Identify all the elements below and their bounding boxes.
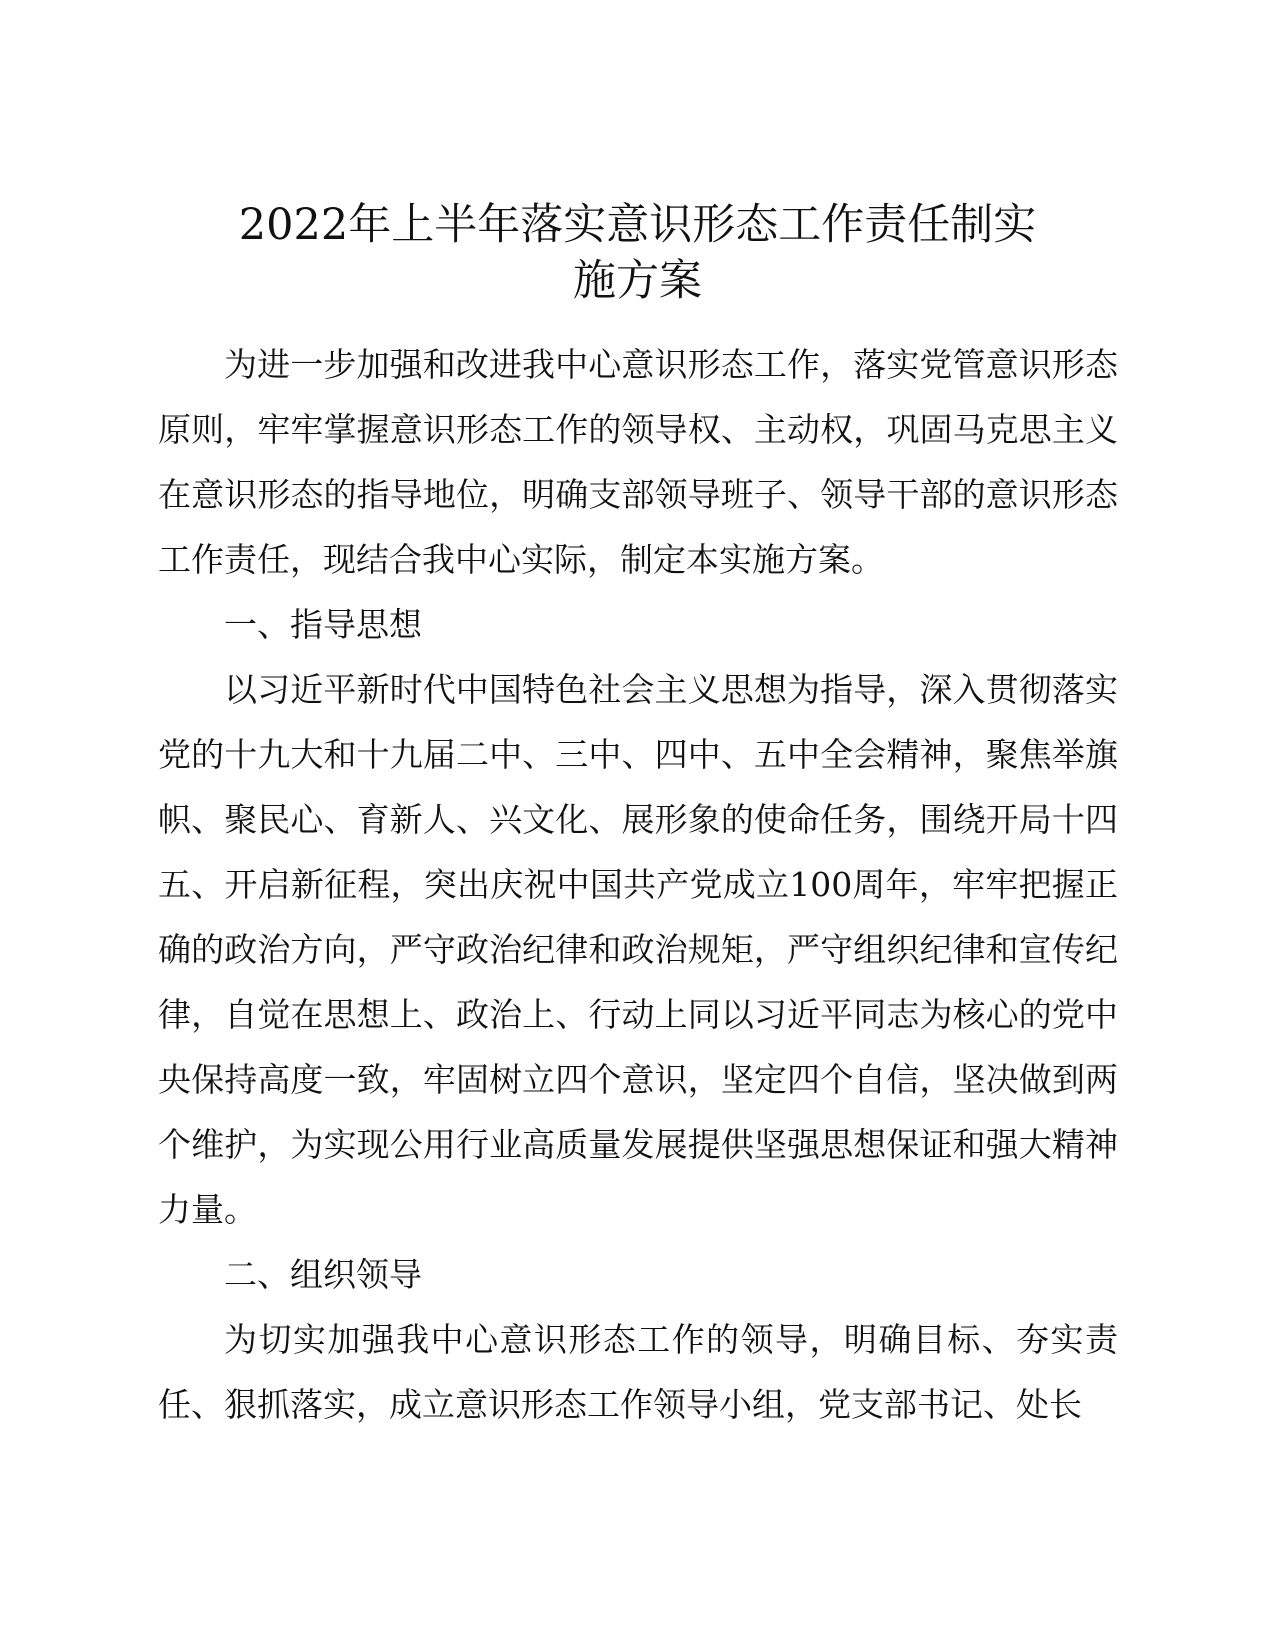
- title-line-1: 2022年上半年落实意识形态工作责任制实: [238, 200, 1037, 250]
- guiding-ideology-paragraph: 以习近平新时代中国特色社会主义思想为指导，深入贯彻落实党的十九大和十九届二中、三中、四中、五中全会精神，聚焦举旗帜、聚民心、育新人、兴文化、展形象的使命任务，围绕开局十四五、开启新征程，突出庆祝中国共产党成立100周年，牢牢把握正确的政治方向，严守政治纪律和政治规矩，严守组织纪律和宣传纪律，自觉在思想上、政治上、行动上同以习近平同志为核心的党中央保持高度一致，牢固树立四个意识，坚定四个自信，坚决做到两个维护，为实现公用行业高质量发展提供坚强思想保证和强大精神力量。: [158, 670, 1118, 1229]
- organization-leadership-paragraph: 为切实加强我中心意识形态工作的领导，明确目标、夯实责任、狠抓落实，成立意识形态工作领导小组，党支部书记、处长: [158, 1320, 1118, 1424]
- title-line-2: 施方案: [573, 256, 702, 306]
- section-heading-guiding-ideology: 一、指导思想: [224, 605, 422, 644]
- document-title: [150, 197, 1125, 309]
- document-body: [158, 332, 1118, 1437]
- section-heading-organization-leadership: 二、组织领导: [224, 1255, 422, 1294]
- intro-paragraph: 为进一步加强和改进我中心意识形态工作，落实党管意识形态原则，牢牢掌握意识形态工作的领导权、主动权，巩固马克思主义在意识形态的指导地位，明确支部领导班子、领导干部的意识形态工作责任，现结合我中心实际，制定本实施方案。: [158, 345, 1118, 579]
